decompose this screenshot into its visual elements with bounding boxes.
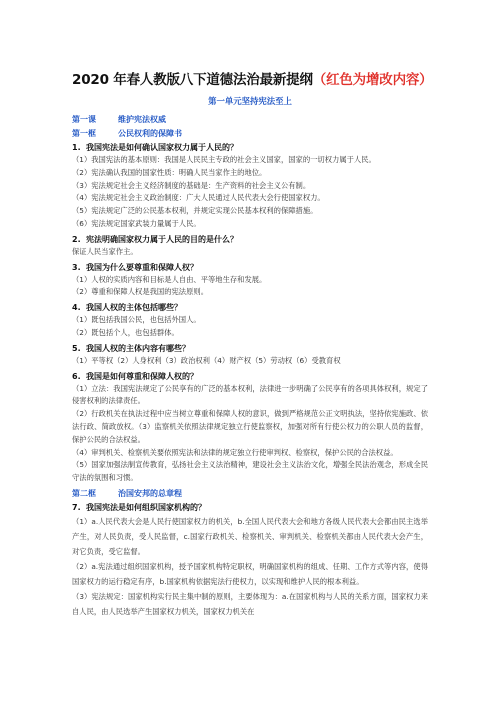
heading-label: 维护宪法权威 [118,115,166,124]
question-text: 我国宪法是如何确认国家权力属于人民的？ [86,143,238,152]
question [72,502,428,513]
question-number: 5. [72,343,81,353]
answer-paragraph: （1）既包括我国公民，也包括外国人。 [72,315,201,325]
question [72,262,428,273]
frame-heading [72,128,428,139]
question-number: 1. [72,143,81,152]
question-text: 我国人权的主体包括哪些？ [86,303,182,313]
answer-paragraph: 保证人民当家作主。 [72,246,138,256]
question-number: 3. [72,262,81,272]
answer-paragraph: （6）宪法规定国家武装力量属于人民。 [72,218,201,228]
answer-paragraph: （1）平等权（2）人身权利（3）政治权利（4）财产权（5）劳动权（6）受教育权 [72,355,341,365]
heading-number: 第二框 [72,488,96,498]
document-title [72,68,433,88]
answer-paragraph: （1）我国宪法的基本原则：我国是人民民主专政的社会主义国家，国家的一切权力属于人民。 [72,155,376,164]
frame-heading [72,488,428,499]
lesson-heading [72,114,428,125]
answer-paragraph: （2）a.宪法通过组织国家机构，授予国家机构特定职权，明确国家机构的组成、任期、工作方式等内容，使得国家权力的运行稳定有序，b.国家机构依据宪法行使权力，以实现和维护人民的根本利益。 [72,561,428,586]
title-main: 2020 年春人教版八下道德法治最新提纲 [72,72,313,88]
document-body [72,114,428,619]
heading-label: 治国安邦的总章程 [118,488,182,498]
heading-number: 第一课 [72,115,96,124]
answer-paragraph: （3）宪法规定社会主义经济制度的基础是：生产资料的社会主义公有制。 [72,180,311,190]
question-text: 我国宪法是如何组织国家机构的？ [86,502,206,512]
unit-title: 第一单元坚持宪法至上 [208,96,292,106]
answer-paragraph: （1）立法：我国宪法规定了公民享有的广泛的基本权利，法律进一步明确了公民享有的各项具体权利，规定了侵害权利的法律责任。 [72,383,428,406]
question [72,343,428,354]
answer-paragraph: （2）宪法确认我国的国家性质：明确人民当家作主的地位。 [72,167,267,177]
title-accent: （红色为增改内容） [312,72,433,88]
heading-number: 第一框 [72,129,96,138]
question-number: 6. [72,371,81,381]
heading-label: 公民权利的保障书 [118,129,182,138]
question-number: 2. [72,234,81,244]
question-number: 7. [72,502,81,512]
answer-paragraph: （1）a.人民代表大会是人民行使国家权力的机关，b.全国人民代表大会和地方各级人民代表大会都由民主选举产生，对人民负责，受人民监督，c.国家行政机关、检察机关、审判机关、检察机关都由人民代表大会产生，对它负责，受它监督。 [72,516,428,556]
question-text: 我国人权的主体内容有哪些？ [86,343,190,353]
answer-paragraph: （5）国家加强法制宣传教育，弘扬社会主义法治精神，建设社会主义法治文化，增强全民法治观念，形成全民守法的氛围和习惯。 [72,460,428,483]
answer-paragraph: （4）宪法规定社会主义政治制度：广大人民通过人民代表大会行使国家权力。 [72,193,325,203]
answer-paragraph: （2）行政机关在执法过程中应当树立尊重和保障人权的意识，做到严格规范公正文明执法，坚持依宪施政、依法行政、简政放权。（3）监察机关依照法律规定独立行使监察权，加强对所有行使公权力的公职人员的监督，保护公民的合法权益。 [72,409,428,444]
question [72,302,428,313]
question-text: 宪法明确国家权力属于人民的目的是什么？ [86,234,238,244]
answer-paragraph: （4）审判机关、检察机关要依照宪法和法律的规定独立行使审判权、检察权，保护公民的合法权益。 [72,447,398,457]
answer-paragraph: （1）人权的实质内容和目标是人自由、平等地生存和发展。 [72,274,267,284]
question-number: 4. [72,303,81,313]
question-text: 我国为什么要尊重和保障人权？ [86,262,198,272]
answer-paragraph: （5）宪法规定广泛的公民基本权利，并规定实现公民基本权利的保障措施。 [72,206,318,216]
question [72,234,428,245]
question [72,142,428,153]
answer-paragraph: （2）既包括个人，也包括群体。 [72,327,179,337]
question [72,371,428,382]
answer-paragraph: （2）尊重和保障人权是我国的宪法原则。 [72,287,208,297]
answer-paragraph: （3）宪法规定：国家机构实行民主集中制的原则，主要体现为：a.在国家机构与人民的关系方面，国家权力来自人民，由人民选举产生国家权力机关，国家权力机关在 [72,591,428,616]
question-text: 我国是如何尊重和保障人权的？ [86,371,198,381]
